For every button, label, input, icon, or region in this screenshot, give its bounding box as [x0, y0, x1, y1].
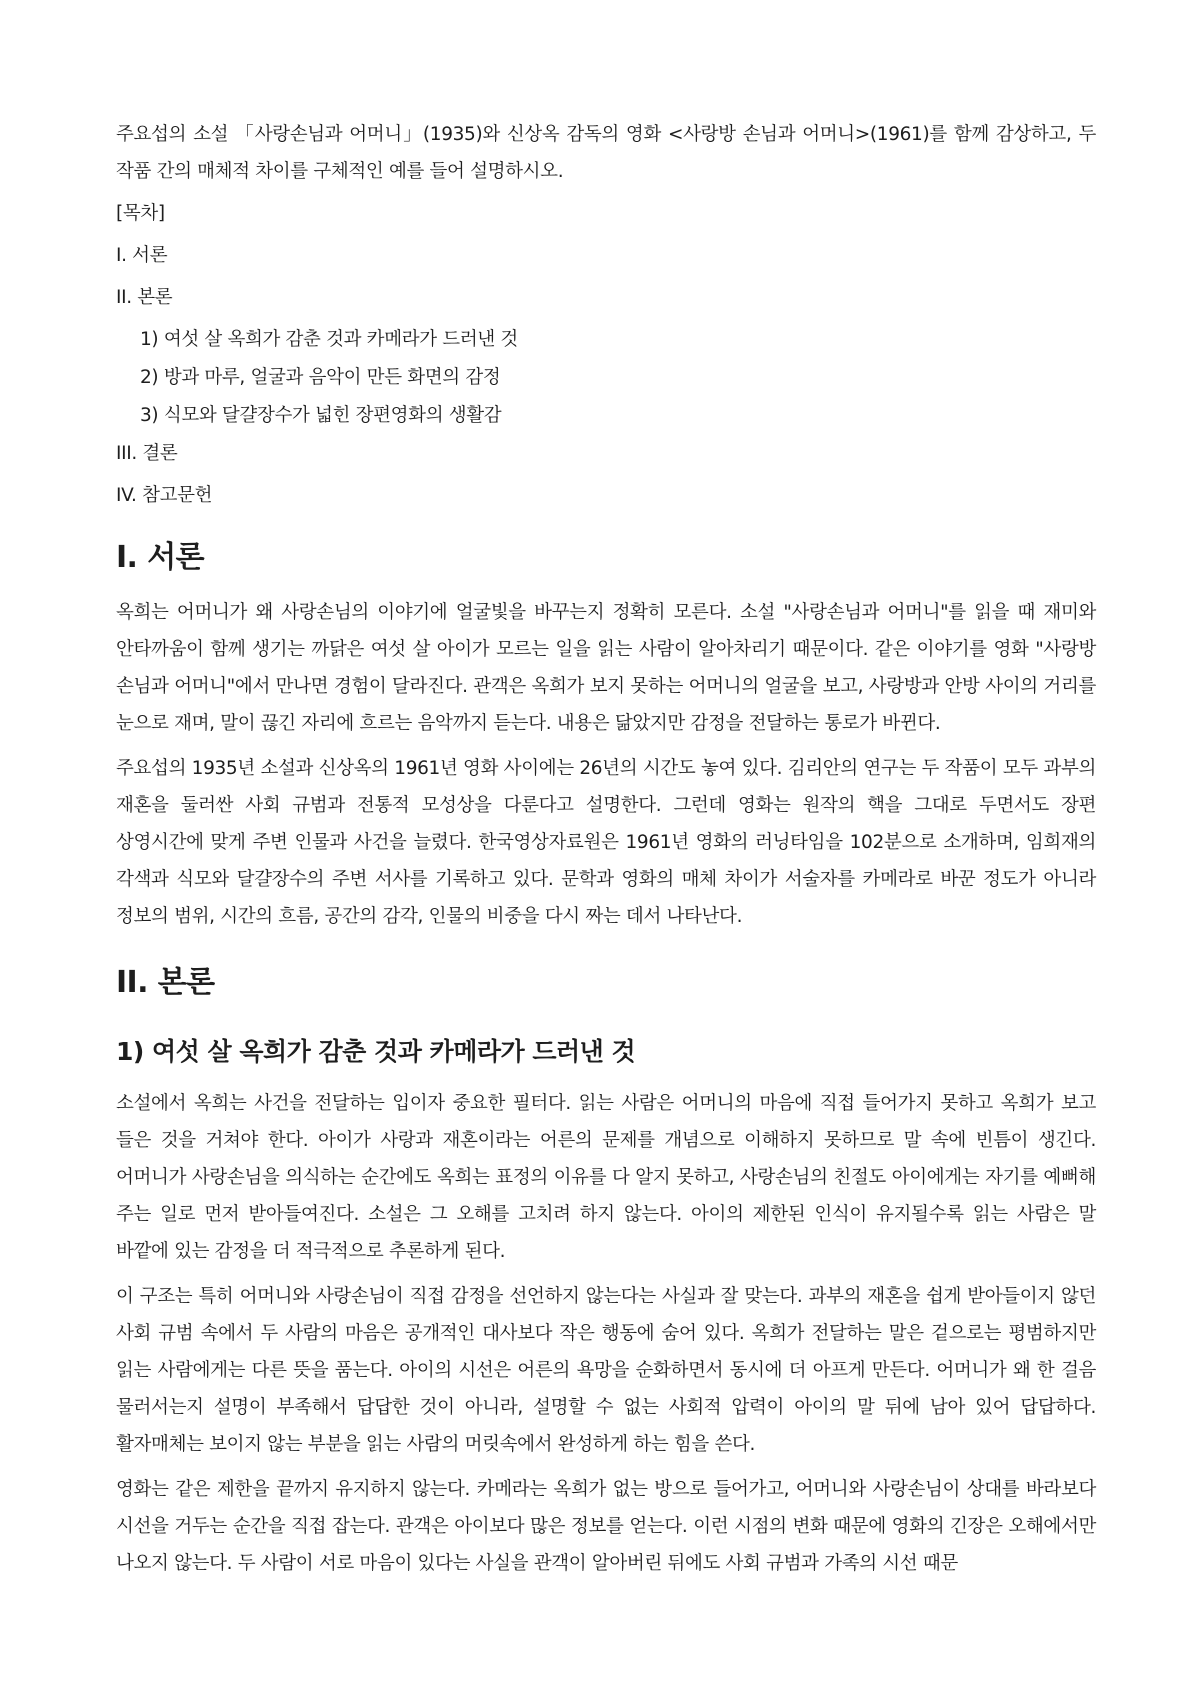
- document-page: [116, 116, 1096, 1590]
- toc-item-body-3: 3) 식모와 달걀장수가 넓힌 장편영화의 생활감: [140, 405, 502, 426]
- toc-item-intro: I. 서론: [116, 245, 168, 266]
- toc-label: [목차]: [116, 203, 165, 224]
- toc-item-body-1: 1) 여섯 살 옥희가 감춘 것과 카메라가 드러낸 것: [140, 329, 518, 350]
- section-heading-body: II. 본론: [116, 965, 215, 1000]
- intro-paragraph-2: 주요섭의 1935년 소설과 신상옥의 1961년 영화 사이에는 26년의 시간도 놓여 있다. 김리안의 연구는 두 작품이 모두 과부의 재혼을 둘러싼 사회 규범과 전통적 모성상을 다룬다고 설명한다. 그런데 영화는 원작의 핵을 그대로 두면서도 장편 상영시간에 맞게 주변 인물과 사건을 늘렸다. 한국영상자료원은 1961년 영화의 러닝타임을 102분으로 소개하며, 임희재의 각색과 식모와 달걀장수의 주변 서사를 기록하고 있다. 문학과 영화의 매체 차이가 서술자를 카메라로 바꾼 정도가 아니라 정보의 범위, 시간의 흐름, 공간의 감각, 인물의 비중을 다시 짜는 데서 나타난다.: [116, 758, 1096, 927]
- body-1-paragraph-3: 영화는 같은 제한을 끝까지 유지하지 않는다. 카메라는 옥희가 없는 방으로 들어가고, 어머니와 사랑손님이 상대를 바라보다 시선을 거두는 순간을 직접 잡는다. 관객은 아이보다 많은 정보를 얻는다. 이런 시점의 변화 때문에 영화의 긴장은 오해에서만 나오지 않는다. 두 사람이 서로 마음이 있다는 사실을 관객이 알아버린 뒤에도 사회 규범과 가족의 시선 때문: [116, 1479, 1096, 1574]
- body-1-paragraph-2: 이 구조는 특히 어머니와 사랑손님이 직접 감정을 선언하지 않는다는 사실과 잘 맞는다. 과부의 재혼을 쉽게 받아들이지 않던 사회 규범 속에서 두 사람의 마음은 공개적인 대사보다 작은 행동에 숨어 있다. 옥희가 전달하는 말은 겉으로는 평범하지만 읽는 사람에게는 다른 뜻을 품는다. 아이의 시선은 어른의 욕망을 순화하면서 동시에 더 아프게 만든다. 어머니가 왜 한 걸음 물러서는지 설명이 부족해서 답답한 것이 아니라, 설명할 수 없는 사회적 압력이 아이의 말 뒤에 남아 있어 답답하다. 활자매체는 보이지 않는 부분을 읽는 사람의 머릿속에서 완성하게 하는 힘을 쓴다.: [116, 1286, 1096, 1455]
- intro-paragraph-1: 옥희는 어머니가 왜 사랑손님의 이야기에 얼굴빛을 바꾸는지 정확히 모른다. 소설 "사랑손님과 어머니"를 읽을 때 재미와 안타까움이 함께 생기는 까닭은 여섯 살 아이가 모르는 일을 읽는 사람이 알아차리기 때문이다. 같은 이야기를 영화 "사랑방 손님과 어머니"에서 만나면 경험이 달라진다. 관객은 옥희가 보지 못하는 어머니의 얼굴을 보고, 사랑방과 안방 사이의 거리를 눈으로 재며, 말이 끊긴 자리에 흐르는 음악까지 듣는다. 내용은 닮았지만 감정을 전달하는 통로가 바뀐다.: [116, 602, 1096, 734]
- toc-item-references: IV. 참고문헌: [116, 485, 213, 506]
- section-heading-intro: I. 서론: [116, 540, 204, 575]
- toc-item-body-2: 2) 방과 마루, 얼굴과 음악이 만든 화면의 감정: [140, 367, 501, 388]
- toc-item-body: II. 본론: [116, 287, 173, 308]
- toc-item-conclusion: III. 결론: [116, 443, 178, 464]
- question-text: 주요섭의 소설 「사랑손님과 어머니」(1935)와 신상옥 감독의 영화 <사랑방 손님과 어머니>(1961)를 함께 감상하고, 두 작품 간의 매체적 차이를 구체적인 예를 들어 설명하시오.: [116, 124, 1096, 182]
- subsection-heading-1: 1) 여섯 살 옥희가 감춘 것과 카메라가 드러낸 것: [116, 1037, 636, 1066]
- body-1-paragraph-1: 소설에서 옥희는 사건을 전달하는 입이자 중요한 필터다. 읽는 사람은 어머니의 마음에 직접 들어가지 못하고 옥희가 보고 들은 것을 거쳐야 한다. 아이가 사랑과 재혼이라는 어른의 문제를 개념으로 이해하지 못하므로 말 속에 빈틈이 생긴다. 어머니가 사랑손님을 의식하는 순간에도 옥희는 표정의 이유를 다 알지 못하고, 사랑손님의 친절도 아이에게는 자기를 예뻐해 주는 일로 먼저 받아들여진다. 소설은 그 오해를 고치려 하지 않는다. 아이의 제한된 인식이 유지될수록 읽는 사람은 말 바깥에 있는 감정을 더 적극적으로 추론하게 된다.: [116, 1093, 1096, 1262]
- table-of-contents: [116, 200, 1096, 510]
